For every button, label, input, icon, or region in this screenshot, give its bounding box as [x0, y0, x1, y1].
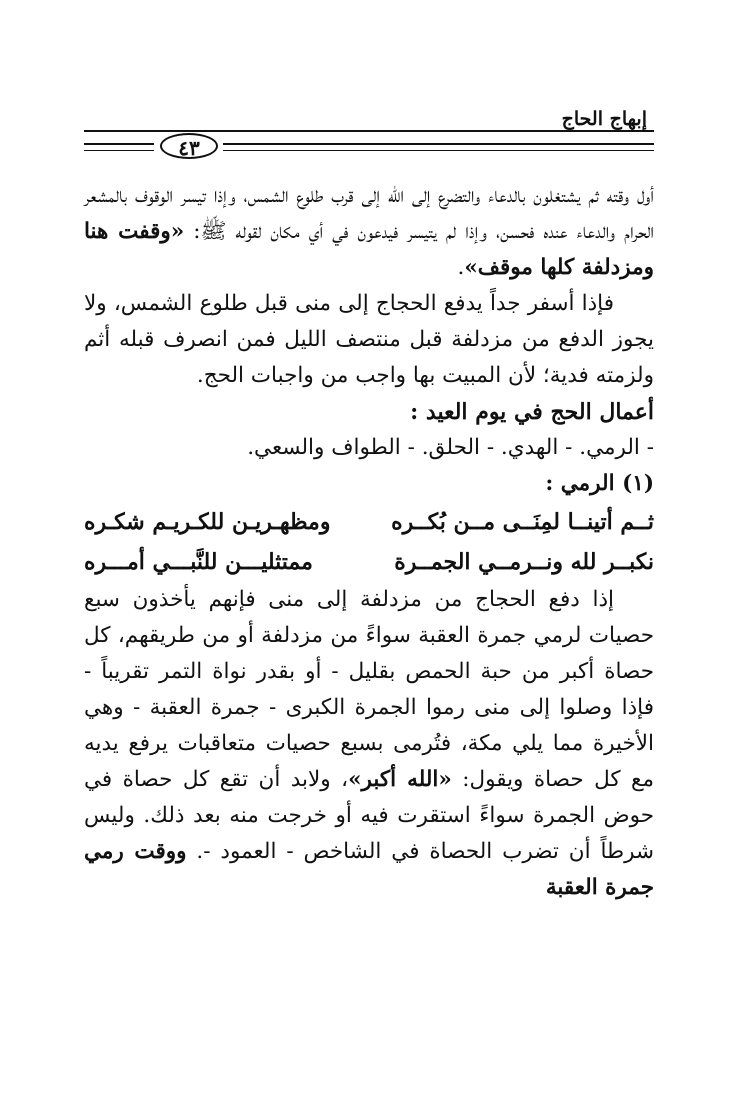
subsection-title: الرمي : [545, 471, 615, 496]
running-title: إبهاج الحاج [561, 108, 647, 130]
hadith-quote: «وقفت هنا ومزدلفة كلها موقف» [84, 219, 654, 280]
subsection-number: (١) [622, 471, 654, 496]
rites-list: - الرمي. - الهدي. - الحلق. - الطواف والسعي. [247, 435, 654, 460]
page-number-ornament [84, 133, 654, 163]
poem-hemistich: نكبــر لله ونــرمــي الجمــرة [394, 549, 654, 575]
poem-line-2 [84, 542, 654, 582]
paragraph-1: أول وقته ثم يشتغلون بالدعاء والتضرع إلى الله إلى قرب طلوع الشمس، وإذا تيسر الوقوف بالمشعر الحرام والدعاء عنده فحسن، وإذا لم يتيسر فيدعون في أي مكان لقوله ﷺ: «وقفت هنا ومزدلفة كلها موقف». [84, 183, 654, 280]
subsection-heading [84, 466, 654, 502]
section-heading: أعمال الحج في يوم العيد : [410, 399, 654, 425]
ornament-rule-left [84, 143, 154, 151]
poem-hemistich: ممتثليـــن للنَّبـــي أمـــره [84, 549, 313, 575]
page-number: ٤٣ [160, 133, 218, 159]
poem-hemistich: ثــم أتينــا لمِنَــى مــن بُكــره [391, 509, 654, 535]
bold-phrase: ووقت رمي جمرة العقبة [84, 839, 654, 900]
poem-hemistich: ومظهـريـن للكـريـم شكـره [84, 509, 331, 535]
poem-line-1 [84, 502, 654, 542]
paragraph-3: إذا دفع الحجاج من مزدلفة إلى منى فإنهم يأخذون سبع حصيات لرمي جمرة العقبة سواءً من مزدلفة أو من طريقهم، كل حصاة أكبر من حبة الحمص بقليل - أو بقدر نواة التمر تقريباً - فإذا وصلوا إلى منى رموا الجمرة الكبرى - جمرة العقبة - وهي الأخيرة مما يلي مكة، فتُرمى بسبع حصيات متعاقبات يرفع يديه مع كل حصاة ويقول: «الله أكبر»، ولابد أن تقع كل حصاة في حوض الجمرة سواءً استقرت فيه أو خرجت منه بعد ذلك. وليس شرطاً أن تضرب الحصاة في الشاخص - العمود -. ووقت رمي جمرة العقبة [84, 587, 655, 900]
takbir-quote: «الله أكبر» [348, 767, 452, 792]
body-text [84, 178, 654, 906]
header-rule [84, 130, 654, 132]
ornament-rule-right [223, 143, 654, 151]
paragraph-2: فإذا أسفر جداً يدفع الحجاج إلى منى قبل طلوع الشمس، ولا يجوز الدفع من مزدلفة قبل منتصف الليل فمن انصرف قبله أثم ولزمته فدية؛ لأن المبيت بها واجب من واجبات الحج. [84, 291, 654, 388]
